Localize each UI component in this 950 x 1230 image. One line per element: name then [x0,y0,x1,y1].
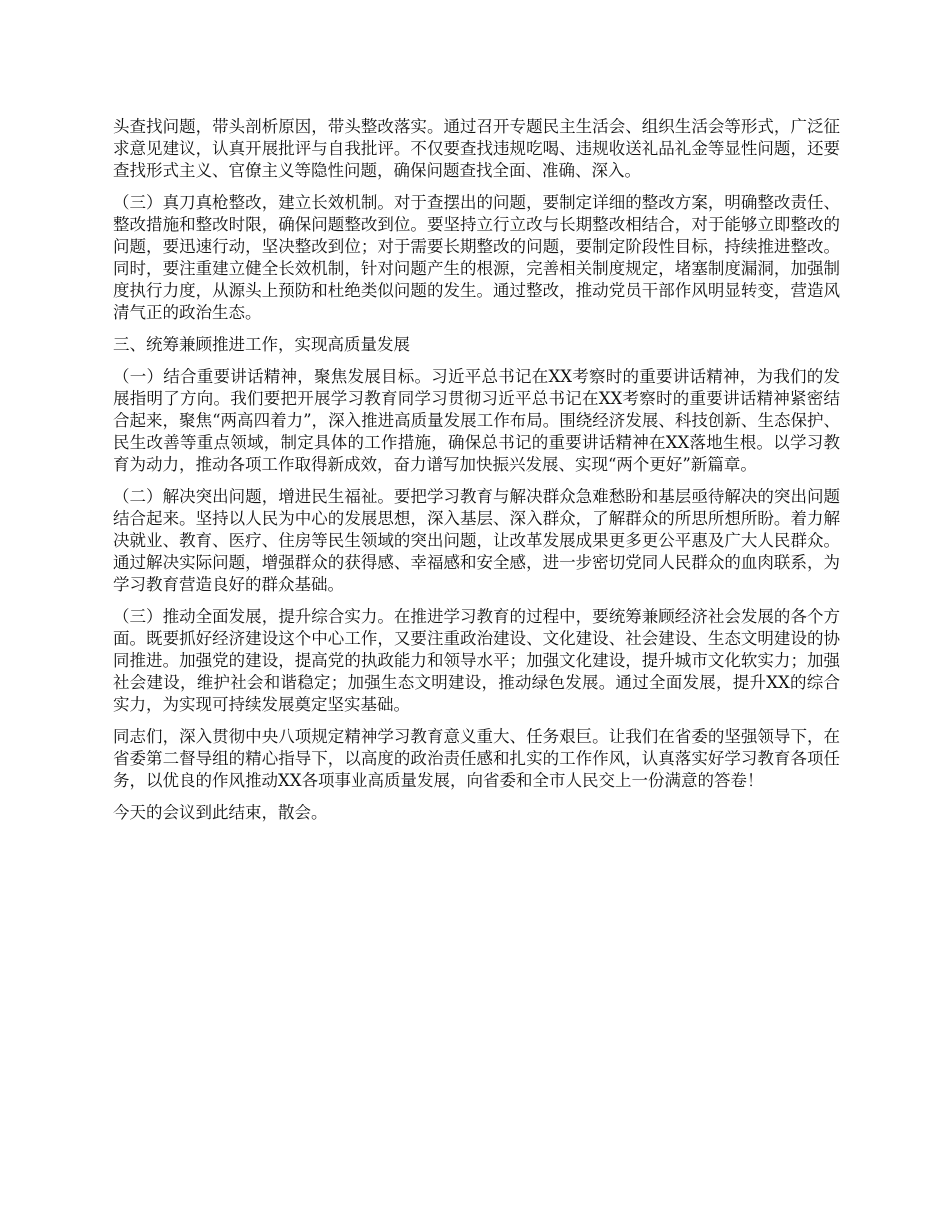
paragraph-closing-remarks: 同志们，深入贯彻中央八项规定精神学习教育意义重大、任务艰巨。让我们在省委的坚强领导下，在省委第二督导组的精心指导下，以高度的政治责任感和扎实的工作作风，认真落实好学习教育各项任务，以优良的作风推动XX各项事业高质量发展，向省委和全市人民交上一份满意的答卷！ [113,727,840,790]
paragraph-problem-finding: 头查找问题，带头剖析原因，带头整改落实。通过召开专题民主生活会、组织生活会等形式，广泛征求意见建议，认真开展批评与自我批评。不仅要查找违规吃喝、违规收送礼品礼金等显性问题，还要查找形式主义、官僚主义等隐性问题，确保问题查找全面、准确、深入。 [113,117,840,180]
paragraph-rectification: （三）真刀真枪整改，建立长效机制。对于查摆出的问题，要制定详细的整改方案，明确整改责任、整改措施和整改时限，确保问题整改到位。要坚持立行立改与长期整改相结合，对于能够立即整改的问题，要迅速行动，坚决整改到位；对于需要长期整改的问题，要制定阶段性目标，持续推进整改。同时，要注重建立健全长效机制，针对问题产生的根源，完善相关制度规定，堵塞制度漏洞，加强制度执行力度，从源头上预防和杜绝类似问题的发生。通过整改，推动党员干部作风明显转变，营造风清气正的政治生态。 [113,193,840,322]
section-heading-three: 三、统筹兼顾推进工作，实现高质量发展 [113,335,410,354]
paragraph-comprehensive-development: （三）推动全面发展，提升综合实力。在推进学习教育的过程中，要统筹兼顾经济社会发展的各个方面。既要抓好经济建设这个中心工作，又要注重政治建设、文化建设、社会建设、生态文明建设的协同推进。加强党的建设，提高党的执政能力和领导水平；加强文化建设，提升城市文化软实力；加强社会建设，维护社会和谐稳定；加强生态文明建设，推动绿色发展。通过全面发展，提升XX的综合实力，为实现可持续发展奠定坚实基础。 [113,607,840,714]
paragraph-livelihood: （二）解决突出问题，增进民生福祉。要把学习教育与解决群众急难愁盼和基层亟待解决的突出问题结合起来。坚持以人民为中心的发展思想，深入基层、深入群众，了解群众的所思所想所盼。着力解决就业、教育、医疗、住房等民生领域的突出问题，让改革发展成果更多更公平惠及广大人民群众。通过解决实际问题，增强群众的获得感、幸福感和安全感，进一步密切党同人民群众的血肉联系，为学习教育营造良好的群众基础。 [113,487,840,594]
paragraph-speech-spirit: （一）结合重要讲话精神，聚焦发展目标。习近平总书记在XX考察时的重要讲话精神，为我们的发展指明了方向。我们要把开展学习教育同学习贯彻习近平总书记在XX考察时的重要讲话精神紧密结合起来，聚焦“两高四着力”，深入推进高质量发展工作布局。围绕经济发展、科技创新、生态保护、民生改善等重点领域，制定具体的工作措施，确保总书记的重要讲话精神在XX落地生根。以学习教育为动力，推动各项工作取得新成效，奋力谱写加快振兴发展、实现“两个更好”新篇章。 [113,367,840,474]
document-body [113,116,840,834]
paragraph-meeting-end: 今天的会议到此结束，散会。 [113,803,328,822]
